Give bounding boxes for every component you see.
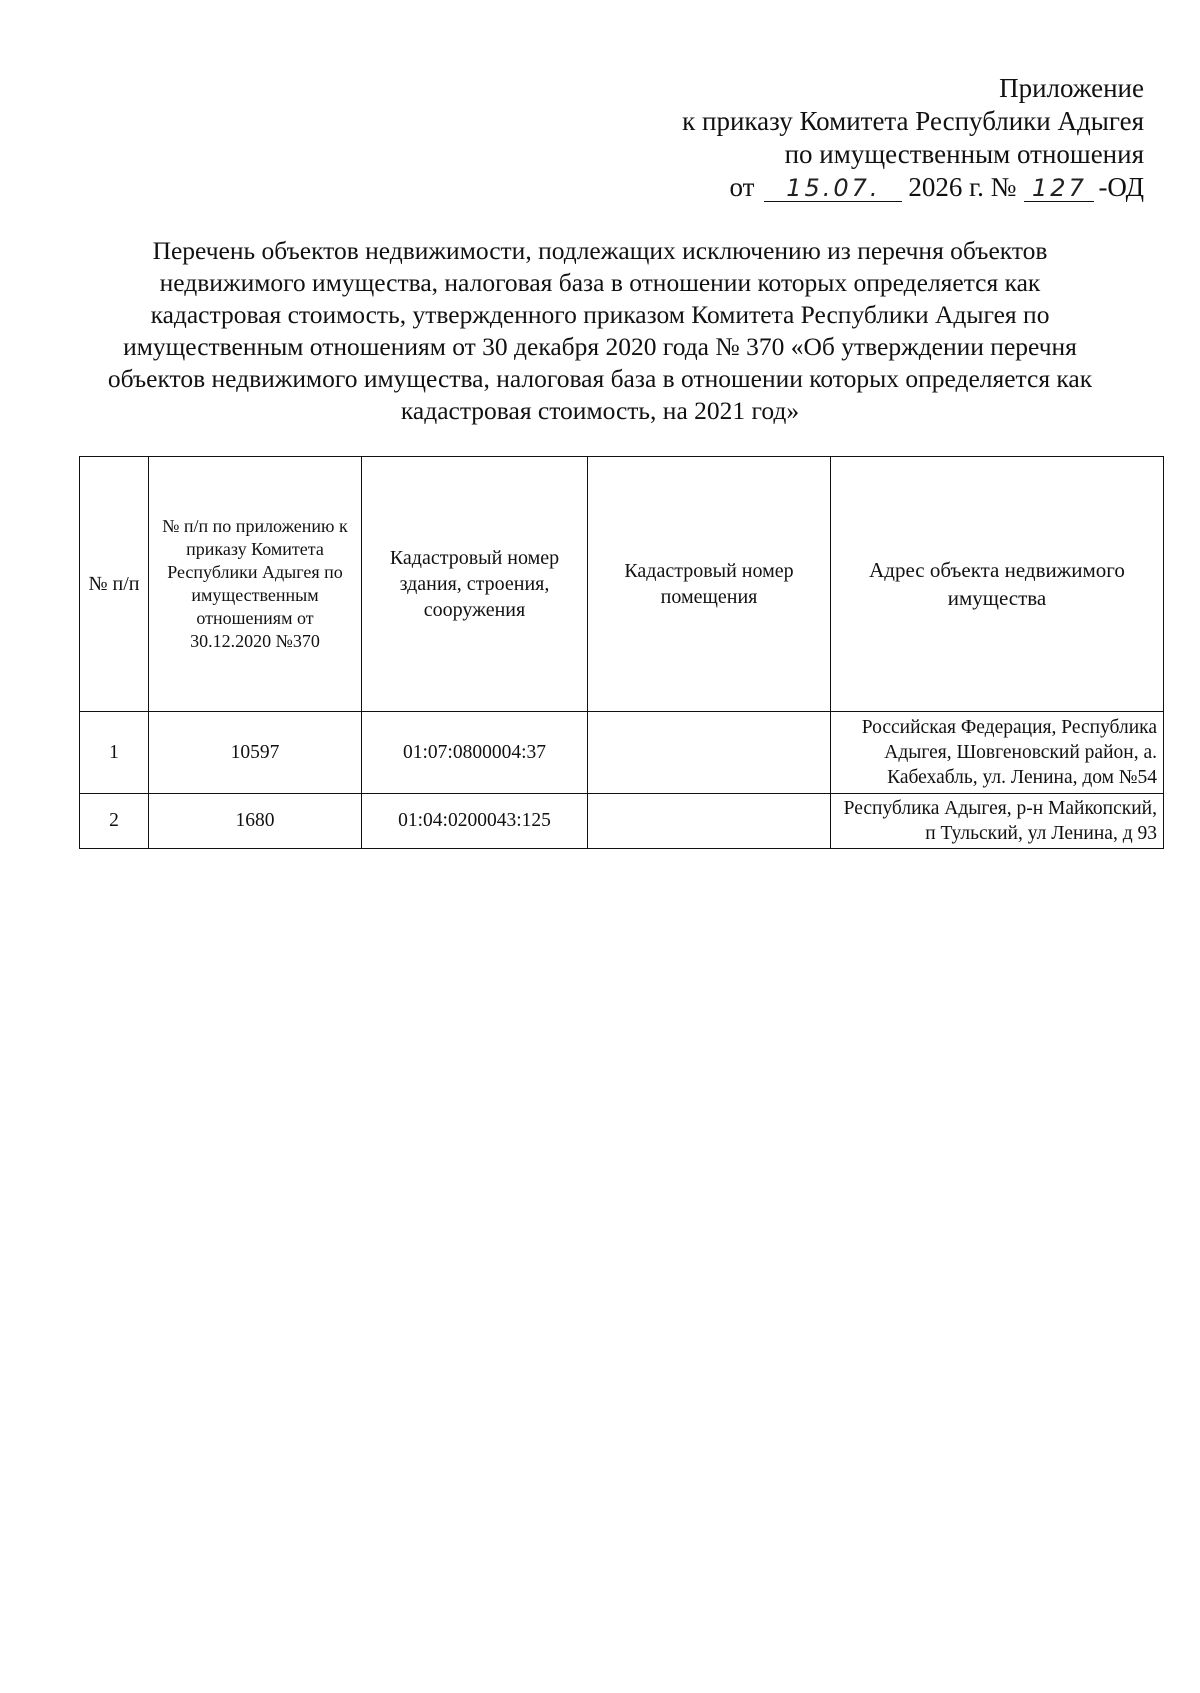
order-suffix: -ОД <box>1098 172 1144 202</box>
appendix-order-ref-cont: по имущественным отношения <box>784 139 1144 169</box>
appendix-order-ref: к приказу Комитета Республики Адыгея <box>682 106 1144 136</box>
table-header-row <box>80 457 1164 712</box>
cell-building-cadastral: 01:04:0200043:125 <box>362 794 588 849</box>
header-address: Адрес объекта недвижимого имущества <box>831 457 1164 712</box>
year-text: 2026 г. № <box>908 172 1017 202</box>
title-line: кадастровая стоимость, утвержденного приказом Комитета Республики Адыгея по <box>150 300 1050 329</box>
property-table <box>79 456 1164 849</box>
header-prev-num: № п/п по приложению к приказу Комитета Республики Адыгея по имущественным отношениям от 30.12.2020 №370 <box>149 457 362 712</box>
title-line: кадастровая стоимость, на 2021 год» <box>400 396 800 425</box>
header-building-cadastral: Кадастровый номер здания, строения, сооружения <box>362 457 588 712</box>
handwritten-date: 15.07. <box>764 175 902 202</box>
cell-num: 1 <box>80 712 149 794</box>
cell-address: Республика Адыгея, р-н Майкопский, п Тульский, ул Ленина, д 93 <box>831 794 1164 849</box>
appendix-date-line <box>729 171 1144 204</box>
cell-building-cadastral: 01:07:0800004:37 <box>362 712 588 794</box>
header-room-cadastral: Кадастровый номер помещения <box>588 457 831 712</box>
handwritten-order-number: 127 <box>1024 175 1094 202</box>
cell-room-cadastral <box>588 794 831 849</box>
appendix-header <box>682 72 1144 204</box>
document-title <box>60 235 1140 427</box>
title-line: объектов недвижимого имущества, налоговая база в отношении которых определяется как <box>107 364 1093 393</box>
appendix-label: Приложение <box>999 73 1144 103</box>
header-num: № п/п <box>80 457 149 712</box>
table-row <box>80 712 1164 794</box>
cell-room-cadastral <box>588 712 831 794</box>
cell-num: 2 <box>80 794 149 849</box>
table-row <box>80 794 1164 849</box>
cell-address: Российская Федерация, Республика Адыгея, Шовгеновский район, а. Кабехабль, ул. Ленина, дом №54 <box>831 712 1164 794</box>
cell-prev-num: 10597 <box>149 712 362 794</box>
cell-prev-num: 1680 <box>149 794 362 849</box>
title-line: Перечень объектов недвижимости, подлежащих исключению из перечня объектов <box>152 236 1048 265</box>
title-line: имущественным отношениям от 30 декабря 2020 года № 370 «Об утверждении перечня <box>123 332 1077 361</box>
date-prefix: от <box>729 172 755 202</box>
title-line: недвижимого имущества, налоговая база в отношении которых определяется как <box>159 268 1041 297</box>
